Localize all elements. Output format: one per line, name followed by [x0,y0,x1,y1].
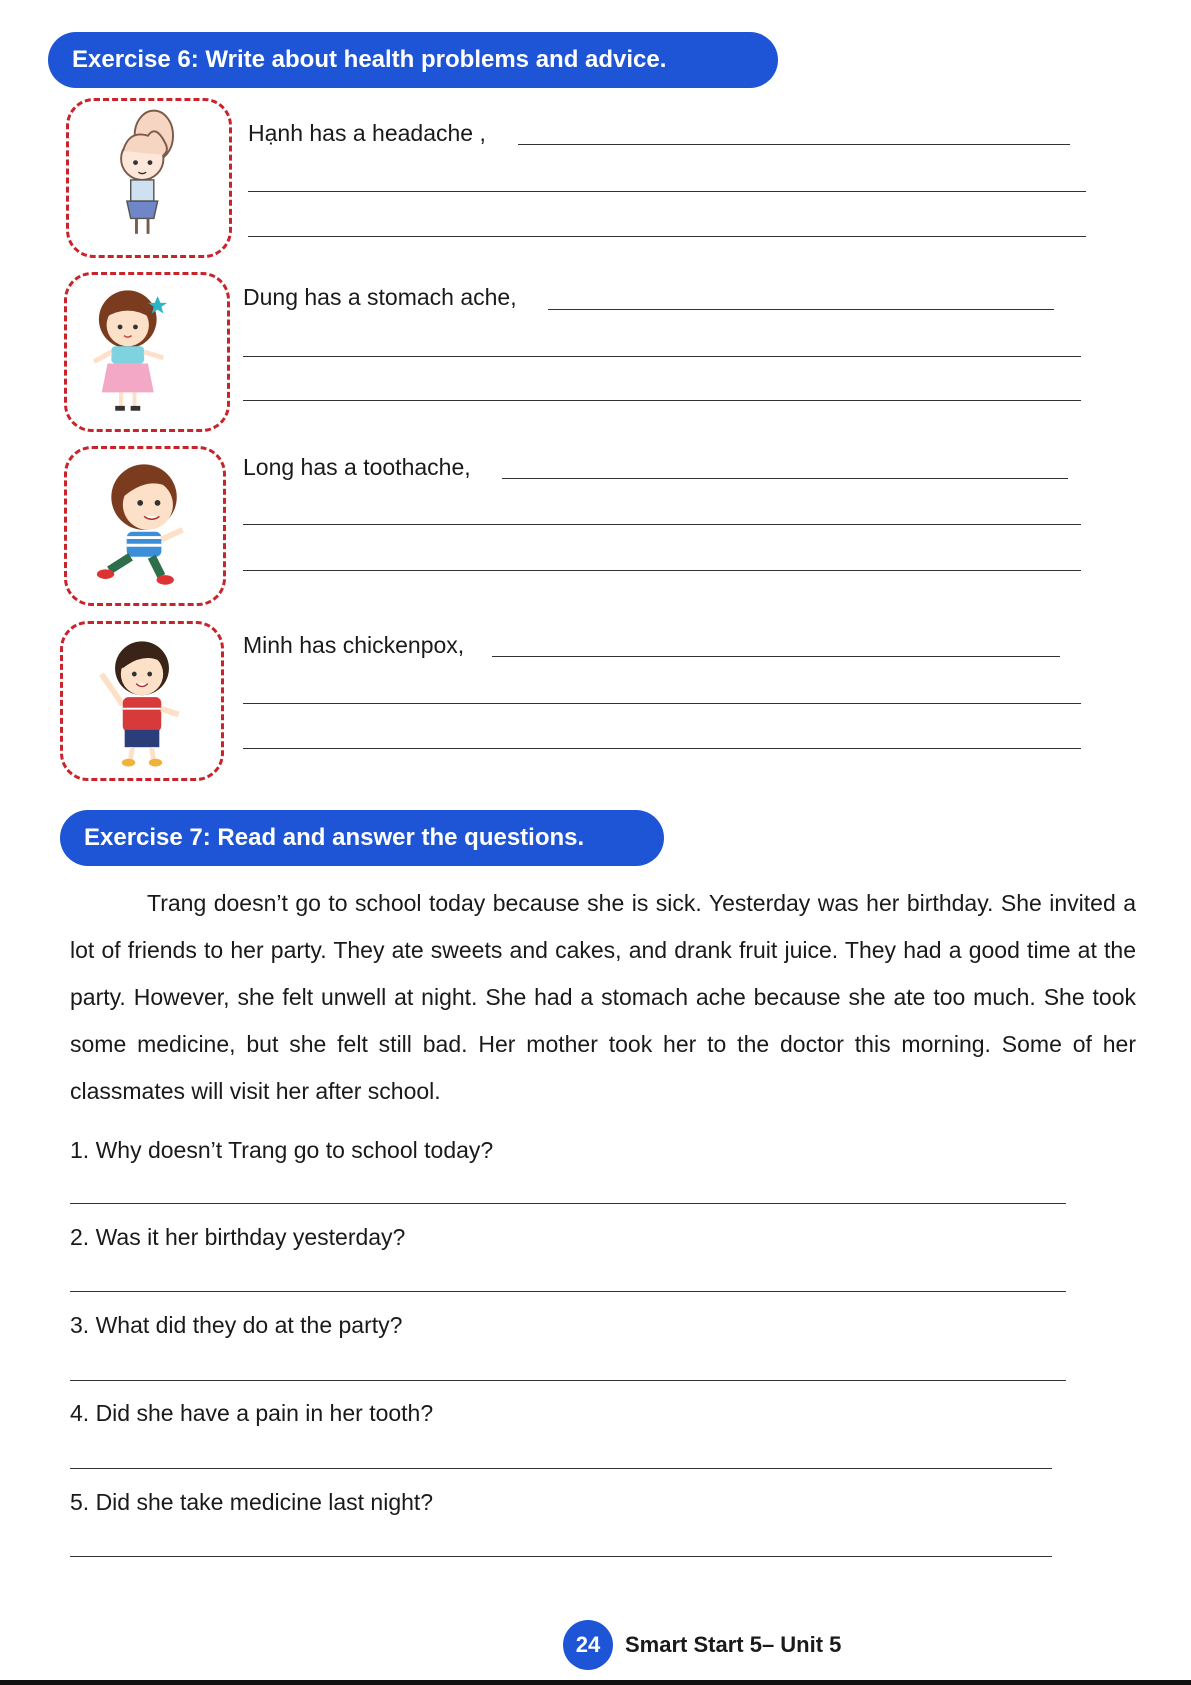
exercise7-title: Exercise 7: Read and answer the questions. [60,810,664,866]
answer-line[interactable] [243,748,1081,749]
picture-frame-dung [64,272,230,432]
answer-line[interactable] [243,400,1081,401]
answer-line[interactable] [248,236,1086,237]
answer-line[interactable] [70,1291,1066,1292]
question-1: 1. Why doesn’t Trang go to school today? [70,1137,494,1163]
prompt-hanh: Hạnh has a headache , [248,120,486,146]
book-title: Smart Start 5– Unit 5 [625,1632,842,1657]
question-2: 2. Was it her birthday yesterday? [70,1224,406,1250]
bottom-rule [0,1680,1191,1685]
boy-running-illustration [67,449,223,603]
prompt-dung: Dung has a stomach ache, [243,284,517,310]
answer-line[interactable] [518,144,1070,145]
girl-ponytail-illustration [69,101,229,255]
picture-frame-minh [60,621,224,781]
question-5: 5. Did she take medicine last night? [70,1489,434,1515]
answer-line[interactable] [548,309,1054,310]
answer-line[interactable] [248,191,1086,192]
answer-line[interactable] [70,1380,1066,1381]
answer-line[interactable] [243,356,1081,357]
page-number-badge: 24 [563,1620,613,1670]
prompt-long: Long has a toothache, [243,454,471,480]
answer-line[interactable] [70,1203,1066,1204]
passage-text: Trang doesn’t go to school today because she is sick. Yesterday was her birthday. She invited a lot of friends to her party. They ate sweets and cakes, and drank fruit juice. They had a good time at the party. However, she felt unwell at night. She had a stomach ache because she ate too much. She took some medicine, but she felt still bad. Her mother took her to the doctor this morning. Some of her classmates will visit her after school. [70,890,1136,1104]
reading-passage [70,880,1136,1115]
girl-pink-skirt-illustration [67,275,227,429]
answer-line[interactable] [70,1468,1052,1469]
picture-frame-hanh [66,98,232,258]
answer-line[interactable] [492,656,1060,657]
answer-line[interactable] [502,478,1068,479]
prompt-minh: Minh has chickenpox, [243,632,465,658]
answer-line[interactable] [243,703,1081,704]
answer-line[interactable] [243,570,1081,571]
page-footer [563,1620,841,1670]
exercise6-title: Exercise 6: Write about health problems and advice. [48,32,778,88]
question-3: 3. What did they do at the party? [70,1312,403,1338]
question-4: 4. Did she have a pain in her tooth? [70,1400,434,1426]
boy-waving-illustration [63,624,221,778]
answer-line[interactable] [243,524,1081,525]
answer-line[interactable] [70,1556,1052,1557]
picture-frame-long [64,446,226,606]
